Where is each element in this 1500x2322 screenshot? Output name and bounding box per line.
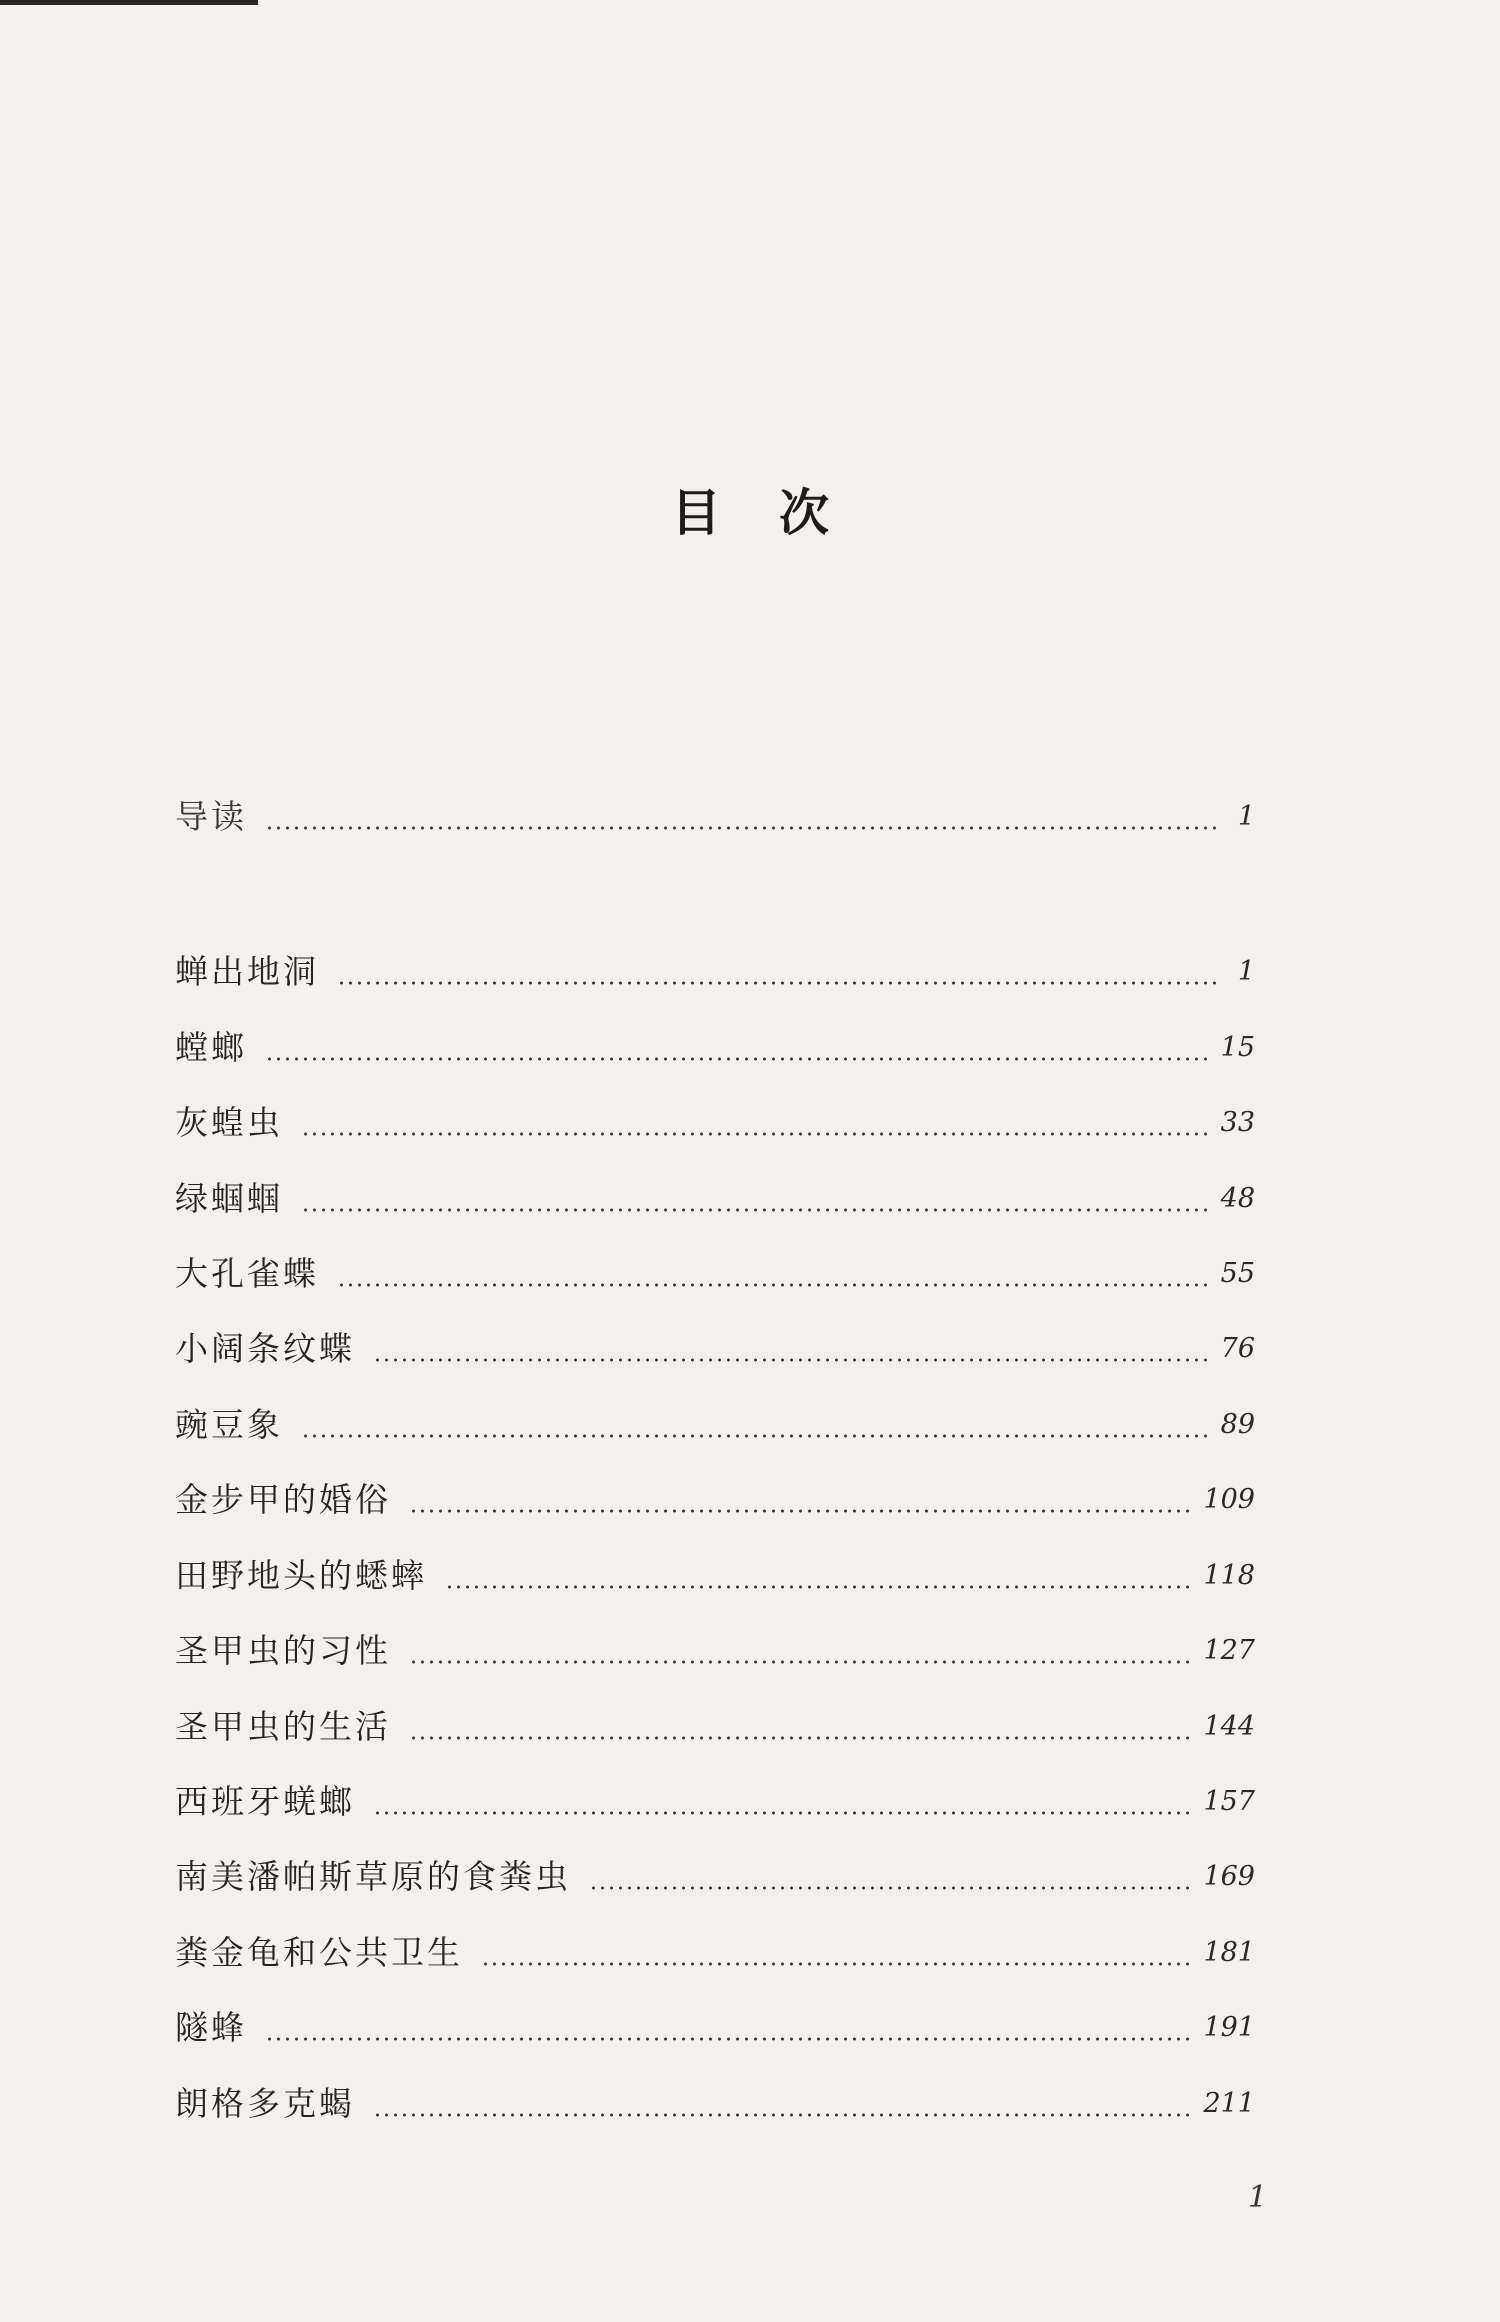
toc-leader-dots [481, 1962, 1193, 1966]
toc-entry-page: 191 [1203, 2012, 1255, 2043]
toc-entry-label: 南美潘帕斯草原的食粪虫 [175, 1857, 571, 1896]
toc-entry-label: 西班牙蜣螂 [175, 1782, 355, 1821]
toc-entry-label: 导读 [175, 797, 247, 836]
toc-entry-page: 127 [1203, 1635, 1255, 1666]
toc-entry-page: 33 [1220, 1107, 1255, 1138]
toc-entry-label: 圣甲虫的生活 [175, 1707, 391, 1746]
page-number: 1 [1248, 2180, 1268, 2215]
toc-entry-label: 螳螂 [175, 1028, 247, 1067]
toc-entry-label: 田野地头的蟋蟀 [175, 1556, 427, 1595]
toc-leader-dots [409, 1660, 1193, 1664]
toc-entry[interactable] [175, 937, 1255, 997]
toc-entry[interactable] [175, 1088, 1255, 1148]
toc-entry[interactable] [175, 1767, 1255, 1827]
toc-leader-dots [265, 826, 1217, 830]
toc-entry[interactable] [175, 2069, 1255, 2129]
toc-leader-dots [301, 1132, 1211, 1136]
toc-entry-label: 蝉出地洞 [175, 952, 319, 991]
toc-entry-page: 109 [1203, 1484, 1255, 1515]
toc-entry-label: 圣甲虫的习性 [175, 1631, 391, 1670]
toc-leader-dots [589, 1886, 1193, 1890]
toc-entry[interactable] [175, 1541, 1255, 1601]
toc-entry[interactable] [175, 1842, 1255, 1902]
toc-entry-page: 1 [1237, 801, 1255, 832]
toc-entry-page: 48 [1220, 1183, 1255, 1214]
toc-entry-page: 169 [1203, 1861, 1255, 1892]
page-title: 目次 [671, 483, 887, 542]
toc-entry-page: 76 [1220, 1333, 1255, 1364]
toc-entry-label: 朗格多克蝎 [175, 2084, 355, 2123]
toc-leader-dots [301, 1434, 1211, 1438]
toc-entry-label: 隧蜂 [175, 2008, 247, 2047]
toc-entry[interactable] [175, 1918, 1255, 1978]
toc-entry-page: 144 [1203, 1711, 1255, 1742]
toc-leader-dots [409, 1509, 1193, 1513]
toc-entry-page: 118 [1203, 1560, 1255, 1591]
toc-leader-dots [373, 2113, 1193, 2117]
toc-leader-dots [445, 1585, 1193, 1589]
toc-entry-label: 豌豆象 [175, 1405, 283, 1444]
toc-entry[interactable] [175, 1993, 1255, 2053]
toc-leader-dots [337, 1283, 1211, 1287]
toc-leader-dots [301, 1208, 1211, 1212]
toc-entry-label: 绿蝈蝈 [175, 1179, 283, 1218]
toc-leader-dots [373, 1811, 1193, 1815]
toc-entry-label: 粪金龟和公共卫生 [175, 1933, 463, 1972]
toc-entry-page: 181 [1203, 1937, 1255, 1968]
toc-entry-page: 89 [1220, 1409, 1255, 1440]
toc-leader-dots [373, 1358, 1211, 1362]
toc-entry-page: 157 [1203, 1786, 1255, 1817]
toc-entry-label: 金步甲的婚俗 [175, 1480, 391, 1519]
toc-leader-dots [265, 2037, 1193, 2041]
toc-entry-page: 15 [1220, 1032, 1255, 1063]
toc-entry-intro[interactable] [175, 782, 1255, 842]
toc-entry[interactable] [175, 1692, 1255, 1752]
toc-entry-label: 小阔条纹蝶 [175, 1329, 355, 1368]
toc-entry[interactable] [175, 1616, 1255, 1676]
toc-entry[interactable] [175, 1239, 1255, 1299]
toc-entry-page: 1 [1237, 956, 1255, 987]
toc-entry-page: 55 [1220, 1258, 1255, 1289]
toc-entry[interactable] [175, 1465, 1255, 1525]
toc-entry[interactable] [175, 1013, 1255, 1073]
toc-entry-label: 灰蝗虫 [175, 1103, 283, 1142]
scan-edge-mark [0, 0, 258, 5]
toc-leader-dots [337, 981, 1217, 985]
toc-entry[interactable] [175, 1390, 1255, 1450]
toc-entry[interactable] [175, 1314, 1255, 1374]
toc-entry[interactable] [175, 1164, 1255, 1224]
toc-entry-page: 211 [1203, 2088, 1255, 2119]
toc-leader-dots [265, 1057, 1211, 1061]
toc-leader-dots [409, 1736, 1193, 1740]
toc-entry-label: 大孔雀蝶 [175, 1254, 319, 1293]
